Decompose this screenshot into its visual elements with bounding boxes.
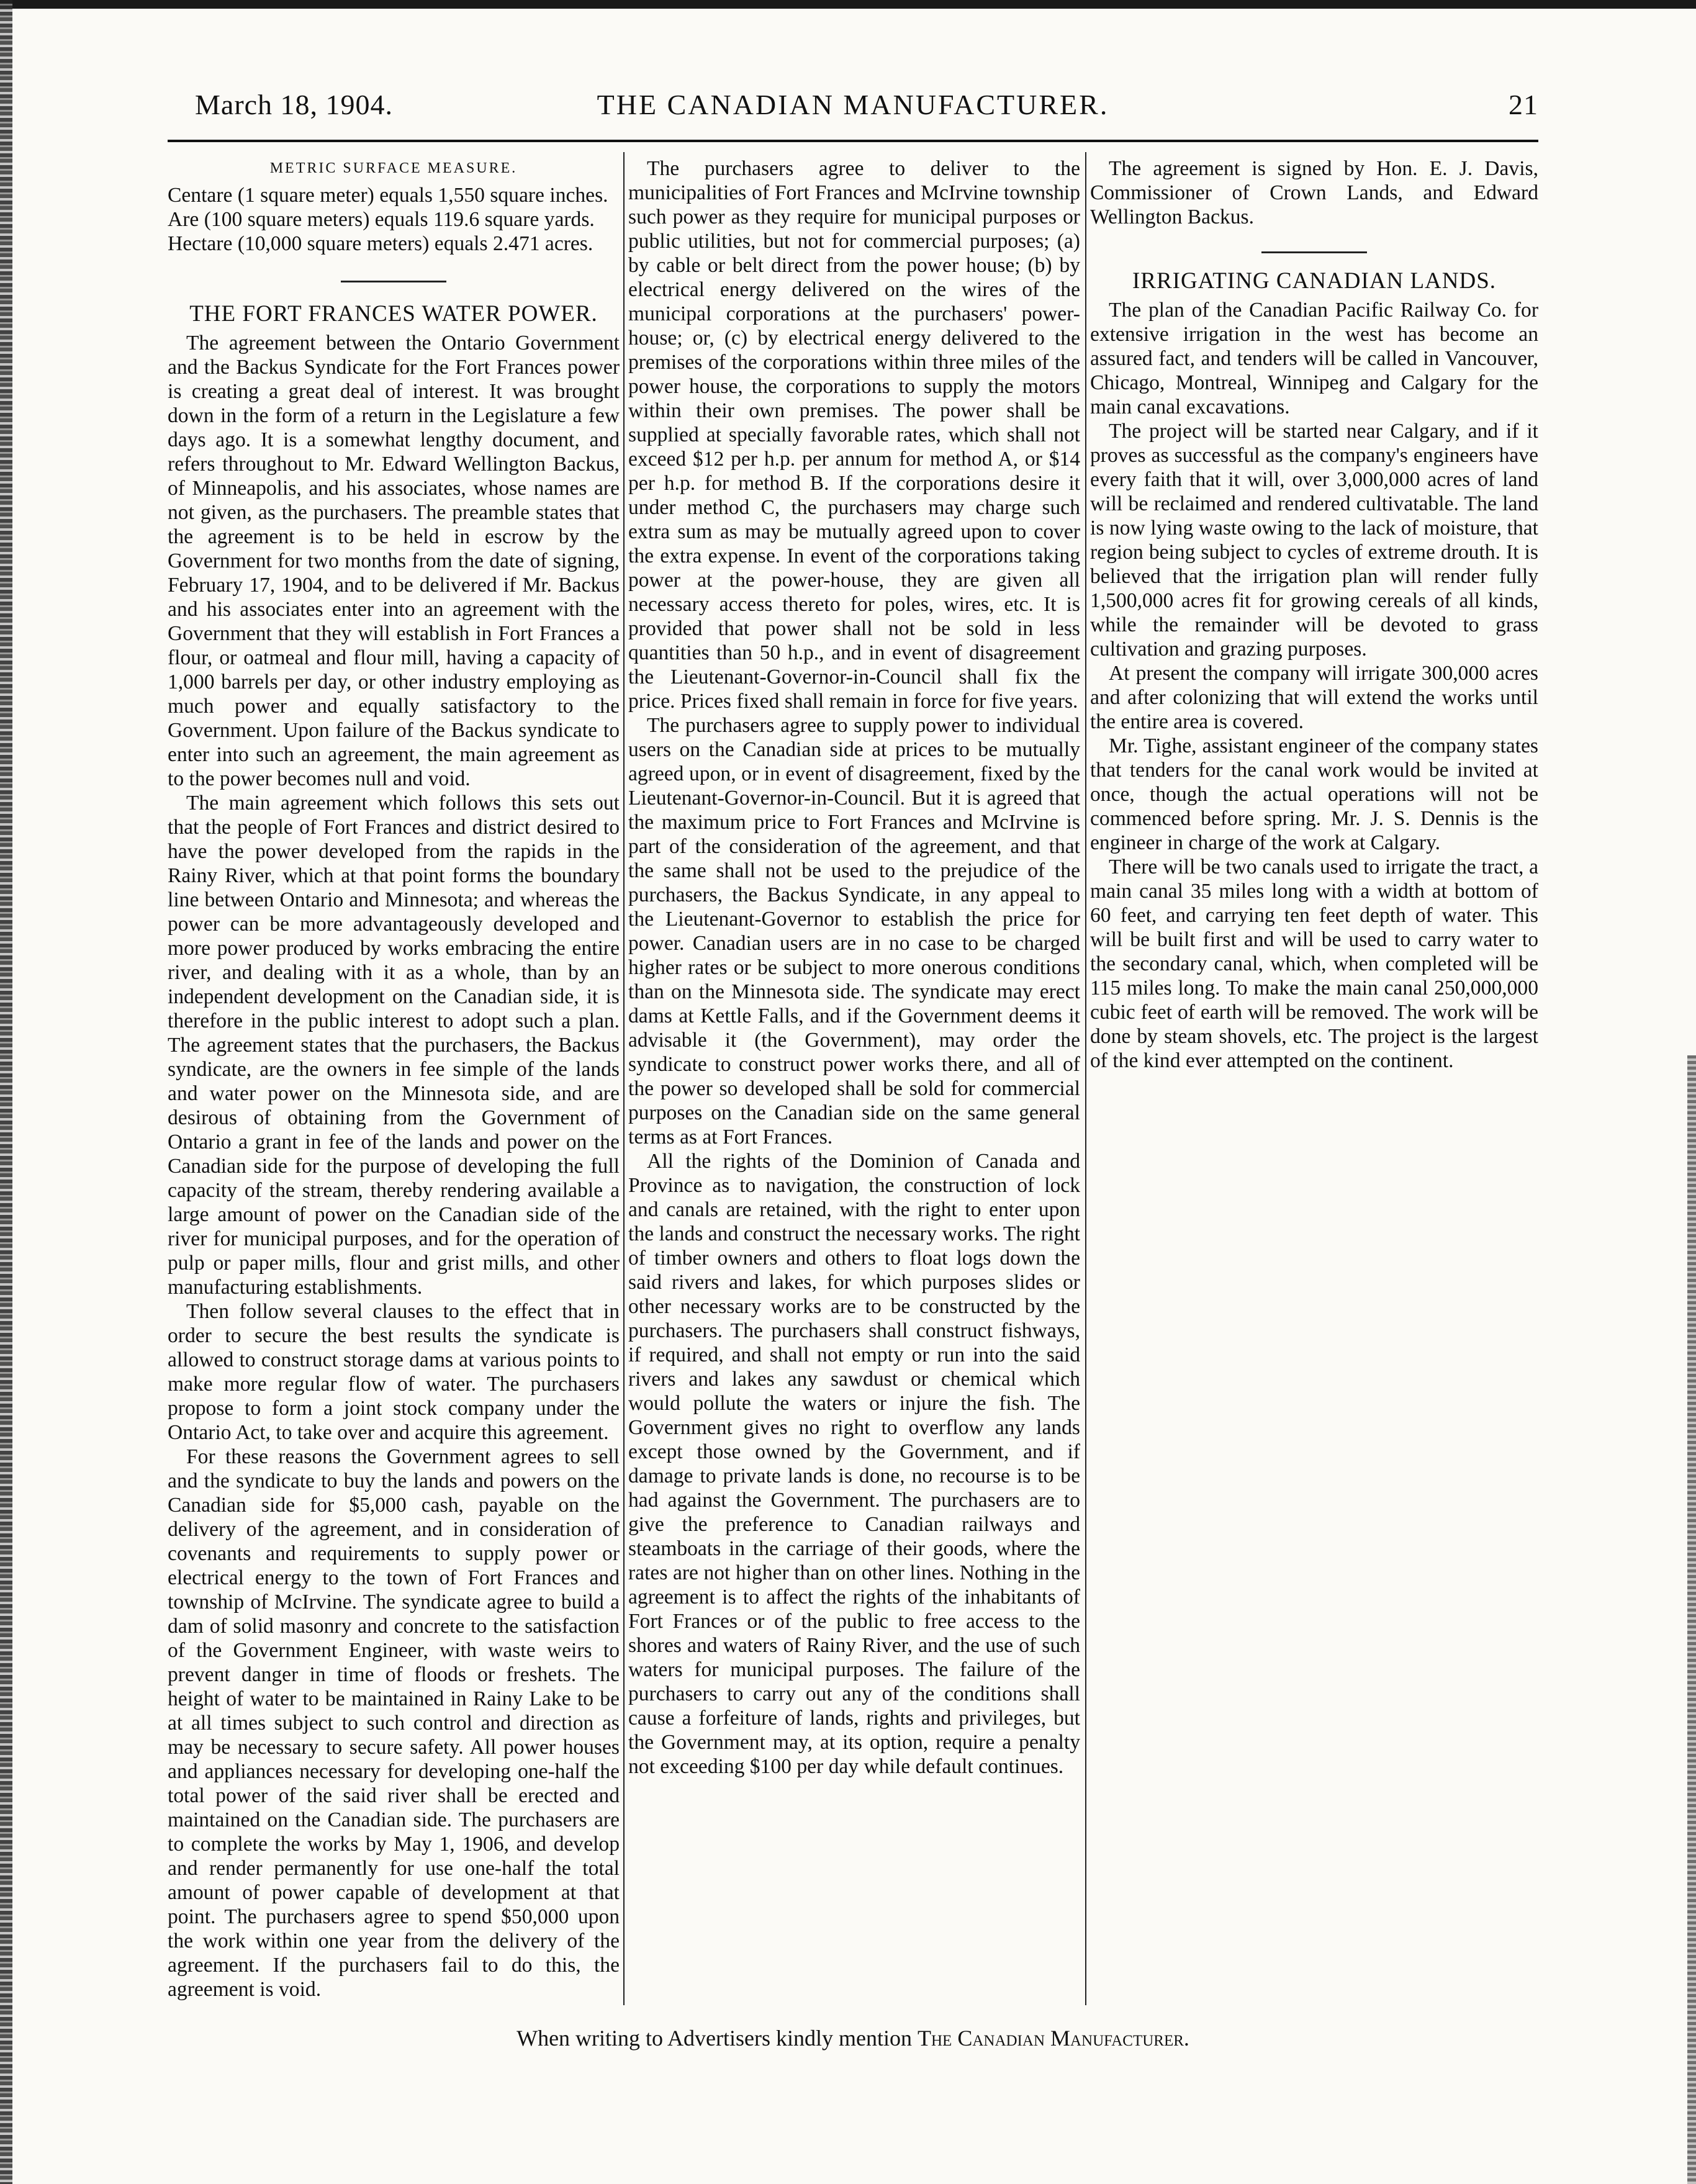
- article-paragraph: At present the company will irrigate 300,000 acres and after colonizing that will extend the works until the entire area is covered.: [1090, 662, 1538, 733]
- article-paragraph: The purchasers agree to supply power to individual users on the Canadian side at prices to be mutually agreed upon, or in event of disagreement, fixed by the Lieutenant-Governor-in-Council. But it is agreed that the maximum price to Fort Frances and McIrvine is part of the consideration of the agreement, and that the same shall not be used to the prejudice of the purchasers, the Backus Syndicate, in any appeal to the Lieutenant-Governor to establish the price for power. Canadian users are in no case to be charged higher rates or be subject to more onerous conditions than on the Minnesota side. The syndicate may erect dams at Kettle Falls, and if the Government deems it advisable it (the Government), may order the syndicate to construct power works there, and all of the power so developed shall be sold for commercial purposes on the Canadian side on the same general terms as at Fort Frances.: [628, 714, 1080, 1148]
- article-title-irrigating: IRRIGATING CANADIAN LANDS.: [1132, 268, 1497, 294]
- metric-line: Are (100 square meters) equals 119.6 square yards.: [168, 208, 595, 231]
- article-paragraph: The main agreement which follows this sets out that the people of Fort Frances and district desired to have the power developed from the rapids in the Rainy River, which at that point forms the boundary line between Ontario and Minnesota; and whereas the power can be more advantageously developed and more power produced by works embracing the entire river, and dealing with it as a whole, than by an independent development on the Canadian side, it is therefore in the public interest to adopt such a plan. The agreement states that the purchasers, the Backus syndicate, are the owners in fee simple of the lands and water power on the Minnesota side, and are desirous of obtaining from the Government of Ontario a grant in fee of the lands and power on the Canadian side for the purpose of developing the full capacity of the stream, thereby rendering available a large amount of power on the Canadian side of the river for municipal purposes, and for the operation of pulp or paper mills, flour and grist mills, and other manufacturing establishments.: [168, 792, 620, 1299]
- column-divider: [1085, 152, 1086, 2005]
- article-paragraph: Mr. Tighe, assistant engineer of the company states that tenders for the canal work would be invited at once, though the actual operations will not be commenced before spring. Mr. J. S. Dennis is the engineer in charge of the work at Calgary.: [1090, 734, 1538, 854]
- page-header: [168, 88, 1538, 132]
- footer-publication: The Canadian Manufacturer.: [918, 2026, 1189, 2051]
- section-rule: [1261, 251, 1367, 253]
- page-footer: [168, 2025, 1538, 2051]
- metric-line: Hectare (10,000 square meters) equals 2.471 acres.: [168, 232, 593, 255]
- top-border: [0, 0, 1696, 9]
- article-title-fort-frances: THE FORT FRANCES WATER POWER.: [189, 301, 598, 327]
- scan-right-edge: [1687, 1055, 1696, 2184]
- header-rule: [168, 140, 1538, 142]
- page-number: 21: [1509, 89, 1538, 120]
- publication-title: THE CANADIAN MANUFACTURER.: [597, 89, 1109, 120]
- article-paragraph: All the rights of the Dominion of Canada and Province as to navigation, the construction of lock and canals are retained, with the right to enter upon the lands and construct the necessary works. The right of timber owners and others to float logs down the said rivers and lakes, for which purposes slides or other necessary works are to be constructed by the purchasers. The purchasers shall construct fishways, if required, and shall not empty or run into the said rivers and lakes any sawdust or chemical which would pollute the waters or injure the fish. The Government gives no right to overflow any lands except those owned by the Government, and if damage to private lands is done, no recourse is to be had against the Government. The purchasers are to give the preference to Canadian railways and steamboats in the carriage of their goods, where the rates are not higher than on other lines. Nothing in the agreement is to affect the rights of the inhabitants of Fort Frances or of the public to free access to the shores and waters of Rainy River, and the use of such waters for municipal purposes. The failure of the purchasers to carry out any of the conditions shall cause a forfeiture of lands, rights and privileges, but the Government may, at its option, require a penalty not exceeding $100 per day while default continues.: [628, 1150, 1080, 1778]
- column-3: [1090, 156, 1538, 2013]
- metric-line: Centare (1 square meter) equals 1,550 square inches.: [168, 184, 608, 207]
- metric-heading: METRIC SURFACE MEASURE.: [269, 160, 518, 176]
- article-paragraph: There will be two canals used to irrigate the tract, a main canal 35 miles long with a width at bottom of 60 feet, and carrying ten feet depth of water. This will be built first and will be used to carry water to the secondary canal, which, when completed will be 115 miles long. To make the main canal 250,000,000 cubic feet of earth will be removed. The work will be done by steam shovels, etc. The project is the largest of the kind ever attempted on the continent.: [1090, 855, 1538, 1072]
- footer-text: When writing to Advertisers kindly mention: [516, 2026, 913, 2051]
- article-paragraph: The plan of the Canadian Pacific Railway Co. for extensive irrigation in the west has become an assured fact, and tenders will be called in Vancouver, Chicago, Montreal, Winnipeg and Calgary for the main canal excavations.: [1090, 299, 1538, 418]
- column-1: [168, 156, 620, 2013]
- article-paragraph: The agreement between the Ontario Government and the Backus Syndicate for the Fort Frances power is creating a great deal of interest. It was brought down in the form of a return in the Legislature a few days ago. It is a somewhat lengthy document, and refers throughout to Mr. Edward Wellington Backus, of Minneapolis, and his associates, whose names are not given, as the purchasers. The preamble states that the agreement is to be held in escrow by the Government for two months from the date of signing, February 17, 1904, and to be delivered if Mr. Backus and his associates enter into an agreement with the Government that they will establish in Fort Frances a flour, or oatmeal and flour mill, having a capacity of 1,000 barrels per day, or other industry employing as much power and equally satisfactory to the Government. Upon failure of the Backus syndicate to enter into such an agreement, the main agreement as to the power becomes null and void.: [168, 332, 620, 790]
- article-paragraph: The project will be started near Calgary, and if it proves as successful as the company's engineers have every faith that it will, over 3,000,000 acres of land will be reclaimed and rendered cultivatable. The land is now lying waste owing to the lack of moisture, that region being subject to cycles of extreme drouth. It is believed that the irrigation plan will render fully 1,500,000 acres fit for growing cereals of all kinds, while the remainder will be devoted to grass cultivation and grazing purposes.: [1090, 420, 1538, 661]
- issue-date: March 18, 1904.: [195, 89, 394, 120]
- scan-left-edge: [0, 0, 12, 2184]
- article-paragraph: Then follow several clauses to the effect that in order to secure the best results the syndicate is allowed to construct storage dams at various points to make more regular flow of water. The purchasers propose to form a joint stock company under the Ontario Act, to take over and acquire this agreement.: [168, 1300, 620, 1444]
- article-paragraph: The purchasers agree to deliver to the municipalities of Fort Frances and McIrvine township such power as they require for municipal purposes or public utilities, but not for commercial purposes; (a) by cable or belt direct from the power house; (b) by electrical energy delivered on the wires of the municipal corporations at the purchasers' power-house; or, (c) by electrical energy delivered to the premises of the corporations within three miles of the power house, the corporations to supply the motors within their own premises. The power shall be supplied at specially favorable rates, which shall not exceed $12 per h.p. per annum for method A, or $14 per h.p. for method B. If the corporations desire it under method C, the purchasers may charge such extra sum as may be mutually agreed upon to cover the extra expense. In event of the corporations taking power at the power-house, they are given all necessary access thereto for poles, wires, etc. It is provided that power shall not be sold in less quantities than 50 h.p., and in event of disagreement the Lieutenant-Governor-in-Council shall fix the price. Prices fixed shall remain in force for five years.: [628, 157, 1080, 713]
- article-paragraph: For these reasons the Government agrees to sell and the syndicate to buy the lands and powers on the Canadian side for $5,000 cash, payable on the delivery of the agreement, and in consideration of covenants and requirements to supply power or electrical energy to the town of Fort Frances and township of McIrvine. The syndicate agree to build a dam of solid masonry and concrete to the satisfaction of the Government Engineer, with waste weirs to prevent danger in time of floods or freshets. The height of water to be maintained in Rainy Lake to be at all times subject to such control and direction as may be necessary to secure safety. All power houses and appliances necessary for developing one-half the total power of the said river shall be erected and maintained on the Canadian side. The purchasers are to complete the works by May 1, 1906, and develop and render permanently for use one-half the total amount of power capable of development at that point. The purchasers agree to spend $50,000 upon the work within one year from the delivery of the agreement. If the purchasers fail to do this, the agreement is void.: [168, 1445, 620, 2001]
- column-divider: [623, 152, 625, 2005]
- section-rule: [341, 281, 446, 282]
- article-paragraph: The agreement is signed by Hon. E. J. Davis, Commissioner of Crown Lands, and Edward Wellington Backus.: [1090, 157, 1538, 228]
- column-2: [628, 156, 1080, 2013]
